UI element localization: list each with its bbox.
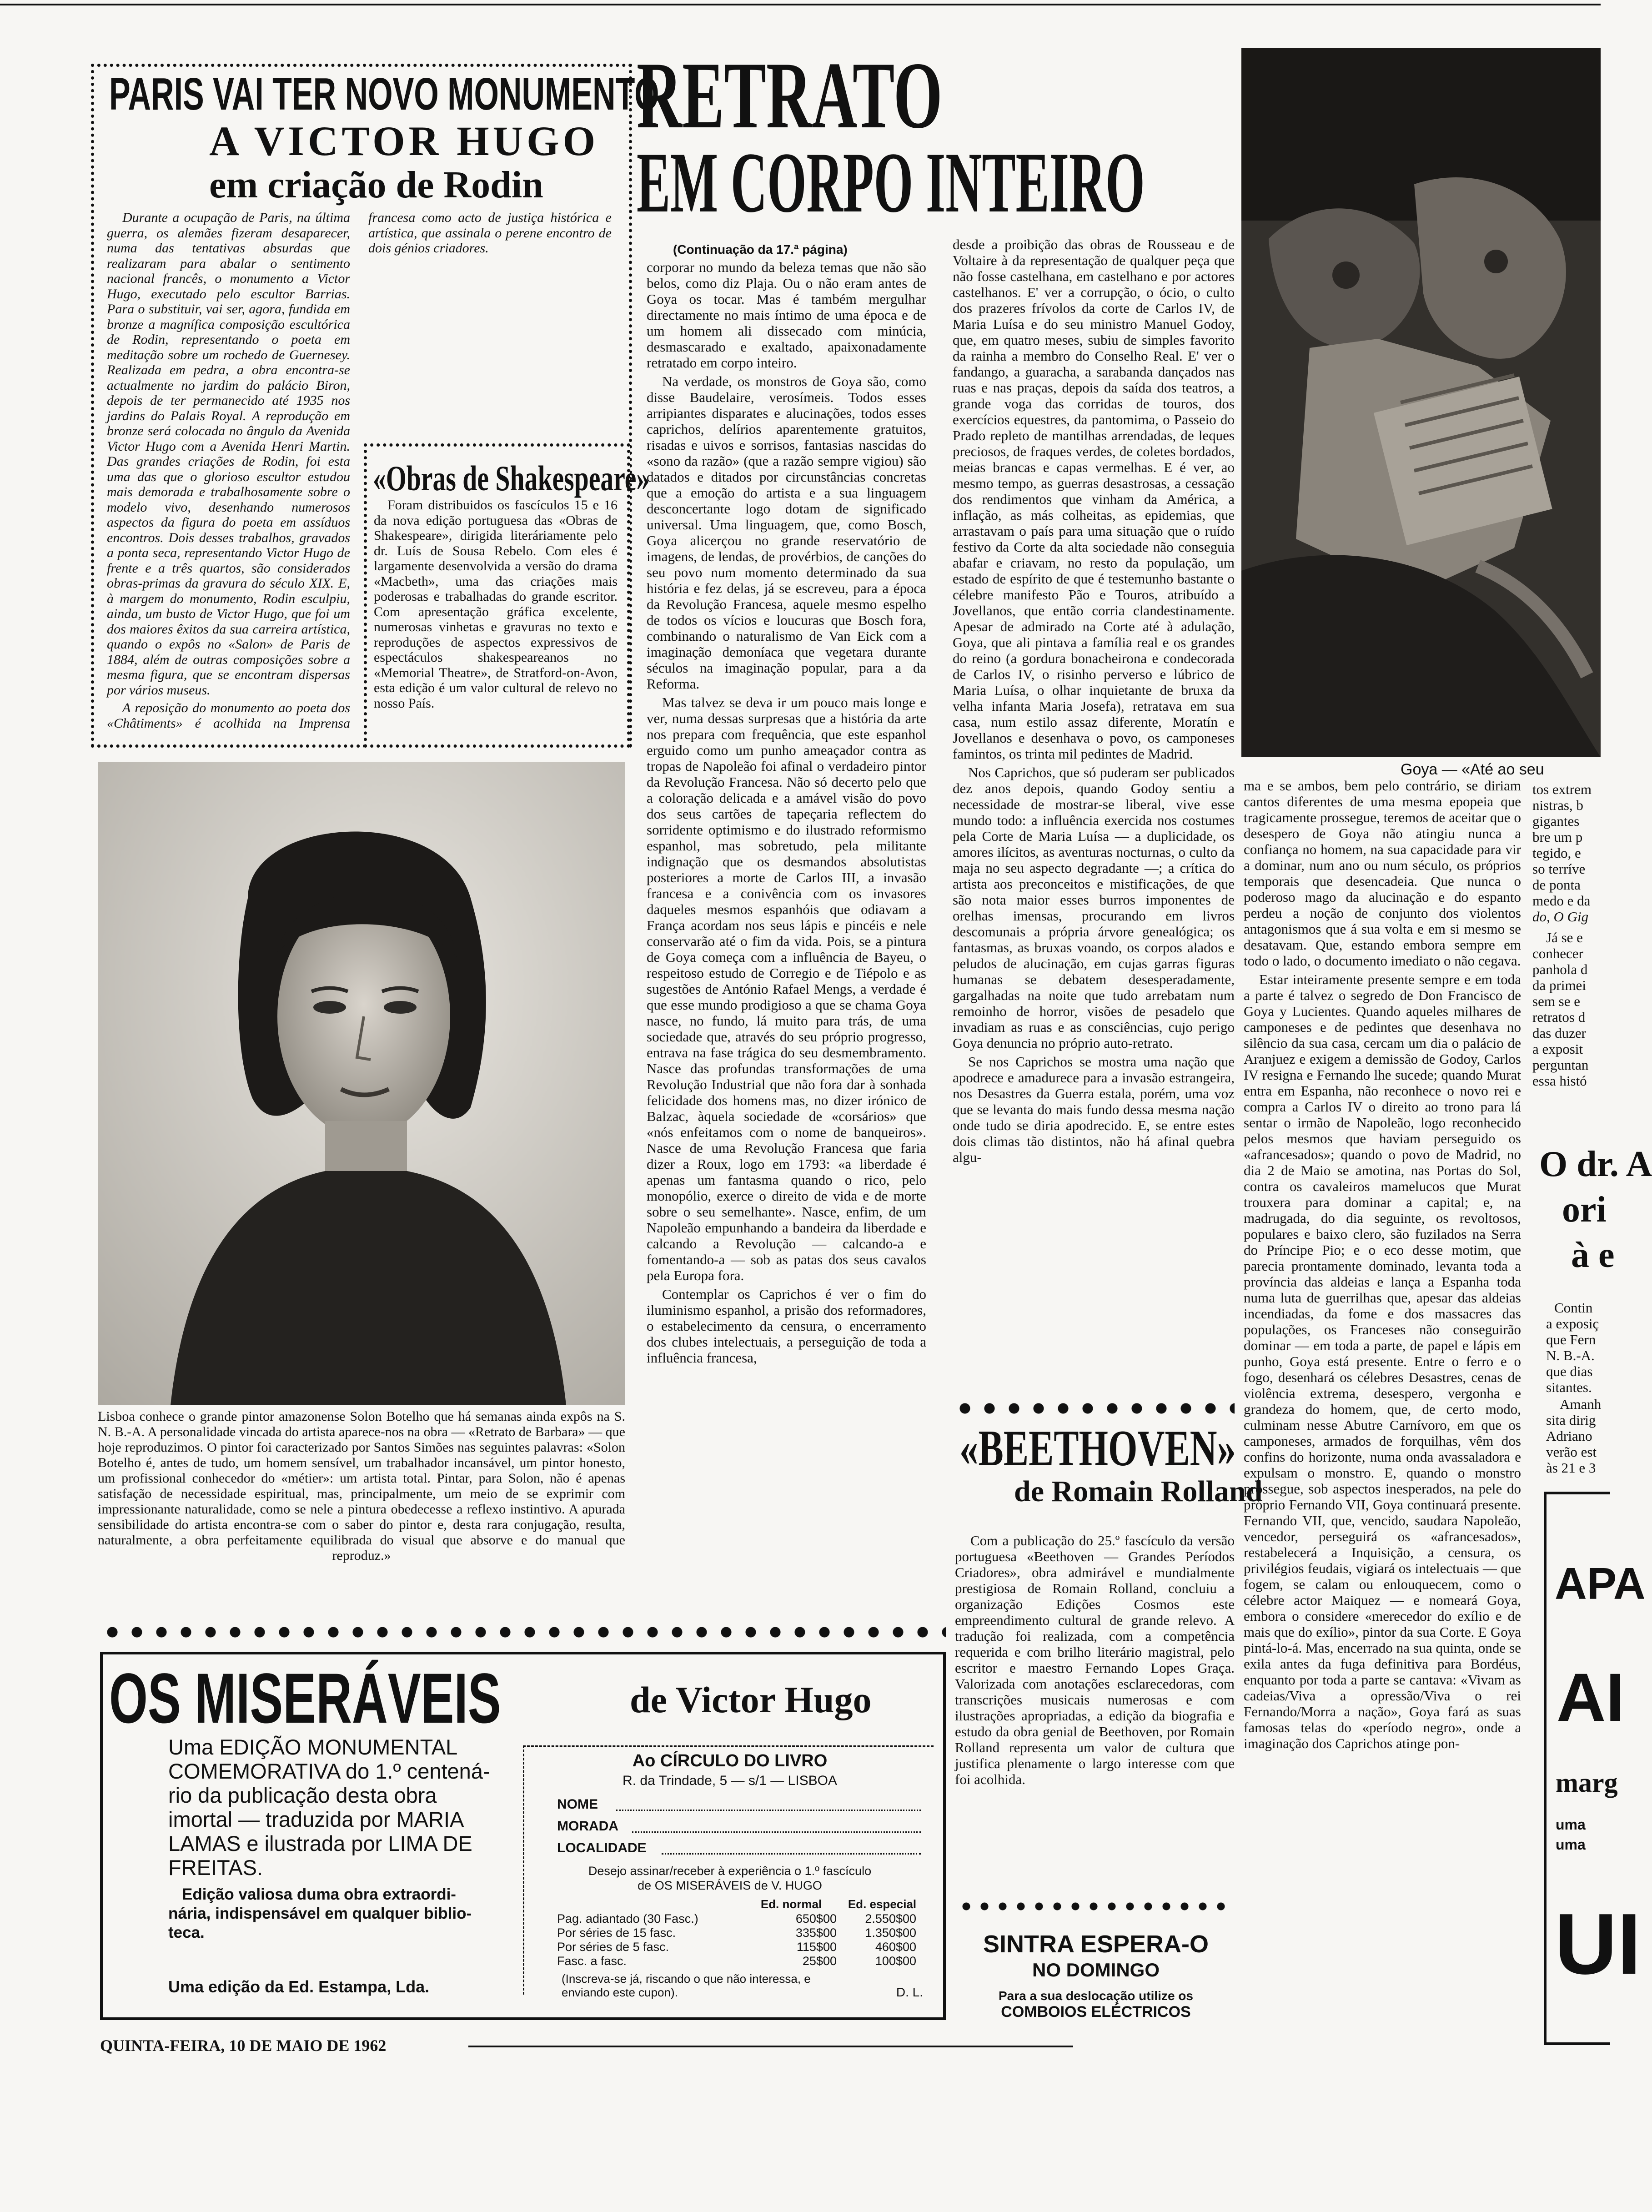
frag-b-3: da primei — [1532, 977, 1586, 993]
coupon-address: R. da Trindade, 5 — s/1 — LISBOA — [623, 1773, 837, 1788]
frag-a-0: tos extrem — [1532, 781, 1592, 797]
retrato-c1-p1: corporar no mundo da beleza temas que não são belos, como diz Plaja. Ou o não eram antes de Goya os tocar. Mas é também mergulhar directamente no mais íntimo de uma época e de um homem ali dissecado com minúcia, desmascarado e exaltado, apaixonadamente retratado em corpo inteiro. — [647, 259, 926, 371]
mis-line-3: imortal — traduzida por MARIA — [168, 1807, 464, 1831]
coupon-field-nome[interactable] — [557, 1795, 921, 1814]
frag-a-2: gigantes — [1532, 813, 1580, 829]
valiosa-line-0: Edição valiosa duma obra extraordi- — [182, 1885, 456, 1903]
frag-head-1: ori — [1562, 1190, 1607, 1230]
price-row-label: Pag. adiantado (30 Fasc.) — [557, 1912, 698, 1925]
beethoven-subtitle: de Romain Rolland — [1014, 1475, 1263, 1508]
frag-c-5: sitantes. — [1546, 1379, 1592, 1395]
frag-b-5: retratos d — [1532, 1009, 1586, 1025]
price-row[interactable] — [557, 1912, 925, 1926]
miseraveis-valiosa — [168, 1885, 518, 1942]
sintra-line-2: NO DOMINGO — [1032, 1959, 1160, 1981]
frag-head-2: à e — [1571, 1235, 1615, 1275]
frag-a-3: bre um p — [1532, 829, 1583, 845]
coupon-field-localidade[interactable] — [557, 1839, 921, 1857]
frag-a-4: tegido, e — [1532, 845, 1581, 861]
retrato-c3-p1: ma e se ambos, bem pelo contrário, se diriam cantos diferentes de uma mesma epopeia que tragicamente prossegue, teremos de aceitar que o desespero de Goya não atingiu nunca a confiança no homem, na sua capacidade para vir a dominar, num ano ou num século, os próprios temporais que desencadeia. Que nunca o poderoso mago da alucinação e do espanto perdeu a noção de conjunto dos violentos antagonismos que á sua volta e em si mesmo se desatavam. Que, estando embora sempre em todo o lado, o documento imediato o não cegava. — [1244, 778, 1521, 969]
right-fragments-a — [1532, 781, 1601, 925]
footer-date: QUINTA-FEIRA, 10 DE MAIO DE 1962 — [100, 2036, 387, 2055]
frag-b-0: Já se e — [1546, 930, 1583, 945]
frag-a-8: do, O Gig — [1532, 909, 1589, 925]
price-row-especial: 100$00 — [875, 1954, 916, 1968]
frag-c-2: que Fern — [1546, 1332, 1596, 1347]
frag-b-4: sem se e — [1532, 993, 1581, 1009]
price-row[interactable] — [557, 1926, 925, 1940]
right-headline-fragment — [1539, 1141, 1652, 1278]
frag-a-1: nistras, b — [1532, 797, 1583, 813]
retrato-c3-p2: Estar inteiramente presente sempre e em toda a parte é talvez o segredo de Don Francisco de Goya y Lucientes. Quando aqueles milhares de camponeses e de pedintes que desenhava no silêncio da sua casa, cercam um dia o palácio de Aranjuez e exigem a demissão de Godoy, Carlos IV resigna e Fernando lhe sucede; quando Murat entra em Espanha, não reconhece o novo rei e compra a Carlos IV o direito ao trono para lá sentar o irmão de Napoleão, logo reconhecido pelos mesmos que haviam perseguido os «afrancesados»; quando o povo de Madrid, no dia 2 de Maio se amotina, nas Portas do Sol, contra os cavaleiros mamelucos que Murat trouxera para dominar a capital; e, na madrugada, do dia seguinte, os revoltosos, populares e baixo clero, são fuzilados na Serra do Príncipe Pio; e o eco desse motim, que parecia prontamente dominado, levanta toda a província das aldeias e lança a Espanha toda numa luta de guerrilhas que, apesar das aldeias incendiadas, da fome e dos massacres das populações, os Franceses não conseguirão dominar — em toda a parte, de papel e lápis em punho, Goya está presente. Entre o ferro e o fogo, desenhará os célebres Desastres, cenas de violência extrema, desespero, vergonha e grandeza do homem, que, de certo modo, culminam nesse Abutre Carnívoro, em que os camponeses, armados de forquilhas, vêm dos confins do horizonte, numa onda avassaladora e expulsam o monstro. E, quando o monstro prossegue, sob aspectos inesperados, na pele do próprio Fernando VII, Goya continuará presente. Fernando VII, que, vencido, saudara Napoleão, vencedor, perseguirá os «afrancesados», restabelecerá a Inquisição, a censura, os privilégios feudais, vigiará os intelectuais — que fogem, se calam ou enlouquecem, como o célebre actor Maiquez — e nomeará Goya, embora o considere «merecedor do exílio e de mais que do exílio», pintor da sua Corte. E Goya pintá-lo-á. Mas, encerrado na sua quinta, onde se exila antes da fuga definitiva para Bordéus, enquanto por toda a parte se cantava: «Vivam as cadeias/Viva a opressão/Viva o rei Fernando/Morra a nação», Goya fará as suas famosas telas do «período negro», onde a imaginação dos Caprichos atinge pon- — [1244, 971, 1521, 1751]
price-row[interactable] — [557, 1940, 925, 1954]
frag-d-2: Adriano — [1546, 1428, 1592, 1444]
goya-caption: Goya — «Até ao seu — [1401, 761, 1544, 778]
price-row-especial: 2.550$00 — [865, 1912, 916, 1925]
price-row-label: Fasc. a fasc. — [557, 1954, 627, 1968]
victor-hugo-paragraph-1: Durante a ocupação de Paris, na última guerra, os alemães fizeram desaparecer, numa das tentativas absurdas que realizaram para abalar o sentimento nacional francês, o monumento a Victor Hugo, executado pelo escultor Barrias. Para o substituir, vai ser, agora, fundida em bronze a magnífica composição escultórica de Rodin, representando o poeta em meditação sobre um rochedo de Guernesey. Realizada em pedra, a obra encontra-se actualmente no jardim do palácio Biron, depois de ter permanecido até 1935 nos jardins do Palais Royal. A reprodução em bronze será colocada no ângulo da Avenida Victor Hugo com a Avenida Henri Martin. Das grandes criações de Rodin, foi esta uma das que o glorioso escultor estudou mais demorada e trabalhosamente sobre o modelo vivo, desenhando numerosos aspectos da figura do poeta em assíduos encontros. Dois desses trabalhos, gravados a ponta seca, representando Victor Hugo de frente e a três quartos, são considerados obras-primas da gravura do século XIX. E, à margem do monumento, Rodin esculpiu, ainda, um busto de Victor Hugo, que foi um dos maiores êxitos da sua carreira artística, quando o expôs no «Salon» de Paris de 1884, além de outras composições sobre a mesma figura, que se encontram dispersas por vários museus. — [107, 210, 350, 698]
portrait-painting-image — [98, 762, 625, 1405]
sintra-line-1: SINTRA ESPERA-O — [983, 1930, 1209, 1958]
portrait-caption: Lisboa conhece o grande pintor amazonense Solon Botelho que há semanas ainda expôs na S. N. B.-A. A personalidade vincada do artista aparece-nos na obra — «Retrato de Barbara» — que hoje reproduzimos. O pintor foi caracterizado por Santos Simões nas seguintes palavras: «Solon Botelho é, antes de tudo, um homem sensível, um trabalhador incansável, um pintor honesto, um profissional conhecedor do «métier»: um artista total. Pintar, para Solon, não é apenas satisfação de necessidade espiritual, mas, principalmente, um meio de se exprimir com impressionante naturalidade, como se nele a pintura obedecesse a reflexo instintivo. A apurada sensibilidade do artista encontra-se com o saber do pintor e, desta rara conjugação, resulta, naturalmente, a obra perfeitamente equilibrada do visual que absorve e do manual que reproduz.» — [98, 1409, 625, 1563]
price-row-especial: 460$00 — [875, 1940, 916, 1954]
frag-c-4: que dias — [1546, 1363, 1593, 1379]
miseraveis-text — [168, 1735, 518, 1880]
victor-hugo-headline-3: em criação de Rodin — [209, 164, 543, 206]
right-ad-apa: APA — [1555, 1558, 1646, 1609]
price-row-label: Por séries de 15 fasc. — [557, 1926, 676, 1940]
coupon-field-localidade-line — [662, 1853, 921, 1855]
frag-b-2: panhola d — [1532, 961, 1588, 977]
footer-rule — [468, 2046, 1073, 2047]
coupon-field-nome-line — [616, 1810, 921, 1811]
frag-d-4: às 21 e 3 — [1546, 1460, 1596, 1476]
retrato-headline-1: RETRATO — [637, 43, 943, 148]
right-ad-marg: marg — [1556, 1768, 1618, 1798]
sintra-line-3: Para a sua deslocação utilize os — [999, 1989, 1193, 2003]
coupon-desejo-2: de OS MISERÁVEIS de V. HUGO — [638, 1879, 822, 1892]
coupon-signature: D. L. — [896, 1985, 923, 1999]
price-row-especial: 1.350$00 — [865, 1926, 916, 1940]
coupon-note-1: (Inscreva-se já, riscando o que não interessa, e — [562, 1972, 811, 1986]
shakespeare-body: Foram distribuidos os fascículos 15 e 16 da nova edição portuguesa das «Obras de Shakespeare», dirigida literáriamente pelo dr. Luís de Sousa Rebelo. Com eles é largamente desenvolvida a versão do drama «Macbeth», uma das criações mais poderosas e trabalhadas do grande escritor. Com apresentação gráfica excelente, numerosas vinhetas e gravuras no texto e reproduções de aspectos expressivos de espectáculos shakespeareanos no «Memorial Theatre», de Stratford-on-Avon, esta edição é um valor cultural de relevo no nosso País. — [374, 498, 618, 711]
miseraveis-footer: Uma edição da Ed. Estampa, Lda. — [168, 1977, 430, 1996]
frag-d-0: Amanh — [1560, 1396, 1602, 1412]
right-ad-uma-1: uma — [1556, 1816, 1586, 1833]
retrato-continuation: (Continuação da 17.ª página) — [673, 242, 848, 256]
coupon-field-nome-label: NOME — [557, 1797, 598, 1812]
price-row-normal: 115$00 — [796, 1940, 837, 1954]
coupon-field-morada-line — [632, 1831, 921, 1833]
retrato-column-2 — [953, 236, 1235, 1401]
valiosa-line-2: teca. — [168, 1924, 205, 1941]
frag-c-3: N. B.-A. — [1546, 1347, 1595, 1363]
miseraveis-top-dot-row — [100, 1624, 946, 1640]
beethoven-body: Com a publicação do 25.º fascículo da versão portuguesa «Beethoven — Grandes Períodos Criadores», obra admirável e mundialmente prestigiosa de Romain Rolland, concluiu a organização Edições Cosmos este empreendimento cultural de grande relevo. A tradução foi realizada, com a competência requerida e com brilho literário magistral, pelo escritor e maestro Fernando Lopes Graça. Valorizada com anotações esclarecedoras, com transcrições musicais numerosas e com ilustrações apropriadas, a edição da biografia e estudo da obra genial de Beethoven, por Romain Rolland representa um valor de cultura que justifica plenamente o largo interesse com que foi acolhida. — [955, 1533, 1235, 1787]
victor-hugo-paragraph-2: A reposição do monumento ao poeta dos «Châtiments» é acolhida na Imprensa francesa como acto de justiça histórica e artística, que assinala o perene encontro de dois génios criadores. — [107, 210, 612, 731]
retrato-c2-p1: desde a proibição das obras de Rousseau e de Voltaire à da representação de qualquer peça que não fosse castelhana, em castelhano e por actores castelhanos. E' ver a corrupção, o ócio, o culto dos prazeres frívolos da corte de Carlos IV, de Maria Luísa e do seu ministro Manuel Godoy, que, em quatro meses, subiu de simples favorito da rainha a membro do Conselho Real. E' ver o fandango, a guaracha, a sarabanda dançados nas ruas e nas praças, depois da saída dos teatros, a grande voga das corridas de touros, dos exercícios equestres, da pantomima, o Passeio do Prado repleto de mantilhas arrendadas, de leques preciosos, de fraques verdes, de coletes bordados, meias brancas e capas vermelhas. E é ver, ao mesmo tempo, as guerras desastrosas, a cessação dos rendimentos que vinham da América, a inflação, as más colheitas, as epidemias, que arrastavam o país para uma situação que o ruído festivo da Corte da alta sociedade não conseguia abafar e criavam, no resto da população, um estado de espírito de que é testemunho bastante o célebre manifesto Pão e Touros, atribuído a Jovellanos, que então corria clandestinamente. Apesar de admirado na Corte até à adulação, Goya, que ali pintava a família real e os grandes do reino (a gordura bonacheirona e condecorada de Carlos IV, o risinho perverso e lúbrico de Maria Luísa, o olhar inquietante de bruxa da velha infanta Maria Josefa), retratava em sua casa, num estilo assaz diferente, Moratín e Jovellanos e desenhava o povo, os camponeses famintos, os trinta mil pedintes de Madrid. — [953, 236, 1235, 762]
frag-a-5: so terríve — [1532, 861, 1586, 877]
price-row[interactable] — [557, 1954, 925, 1968]
sintra-line-4: COMBOIOS ELÉCTRICOS — [1001, 2003, 1191, 2021]
retrato-headline-2: EM CORPO INTEIRO — [637, 135, 1145, 231]
retrato-c1-p3: Mas talvez se deva ir um pouco mais longe e ver, numa dessas surpresas que a história da arte nos prepara com frequência, que este espanhol erguido como um punho ameaçador contra as tropas de Napoleão foi afinal o verdadeiro pintor da Revolução Francesa. Não só decerto pelo que a coloração delicada e a amável visão do povo dos seus cartões de tapeçaria reflectem do sorridente optimismo e do ilustrado reformismo espanhol, mas sobretudo, pela militante indignação que os desmandos absolutistas posteriores a morte de Carlos III, a invasão francesa e a conivência com os invasores daqueles mesmos espanhóis que odiavam a França acordam nos seus lápis e pincéis e nele conservarão até o fim da vida. Pois, se a pintura de Goya começa com a influência de Bayeu, o respeitoso estudo de Corregio e de Tiépolo e as sugestões de António Rafael Mengs, a verdade é que esse mundo prodigioso a que se chama Goya nasce, no fundo, lá muito para trás, de uma sociedade que, através do seu próprio progresso, entrava na fase trágica do seu desmembramento. Nasce das profundas transformações de uma Revolução Industrial que não fora dar à sonhada felicidade dos homens mas, no dizer irónico de Balzac, àquela sociedade de «corsários» que «nós enfeitamos com o nome de banqueiros». Nasce de uma Revolução Francesa que faria dizer a Roux, logo em 1793: «a liberdade é apenas um fantasma quando o rico, pelo monopólio, exerce o direito de vida e de morte sobre o seu semelhante». Nasce, enfim, de um Napoleão empunhando a bandeira da liberdade e calcando a Revolução — calcando-a e fomentando-a — sob as patas dos seus cavalos pela Europa fora. — [647, 694, 926, 1283]
right-ad-ai: AI — [1557, 1659, 1625, 1735]
price-row-normal: 335$00 — [795, 1926, 837, 1940]
frag-d-3: verão est — [1546, 1444, 1597, 1460]
beethoven-dot-row — [953, 1401, 1235, 1416]
retrato-c1-p2: Na verdade, os monstros de Goya são, como disse Baudelaire, verosímeis. Todos esses arripiantes disparates e alucinações, todos esses caprichos, delírios aparentemente gratuitos, risadas e uivos e sorrisos, fantasias nascidas do «sono da razão» (que a razão sempre vigiou) são datados e ditados por circunstâncias concretas que a emoção do artista e a sua linguagem desconcertante logo dotam de significado universal. Uma linguagem, que, como Bosch, Goya alicerçou no grande reservatório de imagens, de lendas, de provérbios, de canções do seu povo num momento determinado da sua história e fez delas, já se escreveu, para a época da Revolução Francesa, aquele mesmo espelho de todos os vícios e loucuras que Bosch fora, combinando o naturalismo de Van Eick com a imaginação demoníaca que vegetara durante séculos na imaginação popular, para a da Reforma. — [647, 373, 926, 692]
frag-b-1: conhecer — [1532, 945, 1583, 961]
frag-c-1: a exposiç — [1546, 1316, 1599, 1332]
coupon-field-morada[interactable] — [557, 1817, 921, 1835]
coupon-col-especial: Ed. especial — [848, 1897, 917, 1911]
coupon-to: Ao CÍRCULO DO LIVRO — [632, 1751, 828, 1770]
price-row-normal: 25$00 — [802, 1954, 837, 1968]
miseraveis-title-suffix: de Victor Hugo — [630, 1679, 872, 1720]
mis-line-1: COMEMORATIVA do 1.º centená- — [168, 1759, 490, 1783]
price-row-normal: 650$00 — [795, 1912, 837, 1925]
frag-b-7: a exposit — [1532, 1041, 1583, 1057]
top-rule — [0, 4, 1601, 5]
right-fragments-b — [1532, 930, 1601, 1089]
right-ad-box — [1544, 1492, 1646, 2045]
frag-b-8: perguntan — [1532, 1057, 1589, 1073]
right-ad-ui: UI — [1555, 1896, 1641, 1992]
frag-b-6: das duzer — [1532, 1025, 1586, 1041]
frag-head-0: O dr. A — [1539, 1144, 1652, 1184]
coupon-col-normal: Ed. normal — [760, 1897, 822, 1911]
retrato-c1-p4: Contemplar os Caprichos é ver o fim do iluminismo espanhol, a prisão dos reformadores, o estabelecimento da censura, o encerramento dos clubes intelectuais, a perseguição de toda a influência francesa, — [647, 1286, 926, 1366]
coupon-price-table — [557, 1912, 925, 1968]
retrato-column-3 — [1244, 778, 1521, 2024]
victor-hugo-headline-2: A VICTOR HUGO — [209, 118, 599, 164]
frag-a-6: de ponta — [1532, 877, 1581, 893]
right-fragments-c — [1546, 1300, 1601, 1395]
mis-line-2: rio da publicação desta obra — [168, 1783, 437, 1807]
frag-a-7: medo e da — [1532, 893, 1591, 909]
goya-etching-image — [1241, 48, 1601, 757]
coupon-note-2: enviando este cupon). — [562, 1986, 678, 1999]
portrait-photo-barbara — [98, 762, 625, 1405]
valiosa-line-1: nária, indispensável em qualquer biblio- — [168, 1905, 472, 1922]
shakespeare-headline: «Obras de Shakespeare» — [373, 458, 650, 498]
frag-b-9: essa histó — [1532, 1073, 1587, 1089]
right-ad-uma-2: uma — [1556, 1836, 1586, 1853]
victor-hugo-headline-1: PARIS VAI TER NOVO MONUMENTO — [109, 69, 659, 120]
retrato-c2-p3: Se nos Caprichos se mostra uma nação que apodrece e amadurece para a invasão estrangeira, nos Desastres da Guerra estala, porém, uma voz que se levanta do mais fundo dessa mesma nação onde tudo se diria apodrecido. E, se entre estes dois climas tão distintos, não há afinal quebra algu- — [953, 1054, 1235, 1165]
coupon-field-morada-label: MORADA — [557, 1819, 618, 1834]
mis-line-0: Uma EDIÇÃO MONUMENTAL — [168, 1735, 458, 1759]
price-row-label: Por séries de 5 fasc. — [557, 1940, 669, 1954]
mis-line-5: FREITAS. — [168, 1855, 263, 1880]
right-fragments-d — [1546, 1396, 1601, 1476]
mis-line-4: LAMAS e ilustrada por LIMA DE — [168, 1831, 472, 1855]
retrato-c2-p2: Nos Caprichos, que só puderam ser publicados dez anos depois, quando Godoy sentiu a necessidade de mostrar-se liberal, vive esse mundo todo: a influência exercida nos costumes pela Corte de Maria Luísa — a duplicidade, os amores ilícitos, as aventuras nocturnas, o culto da maja no seu aspecto degradante —; a crítica do artista aos preconceitos e mistificações, de que são nota maior esses burros imponentes de orelhas imensas, procurando em livros descomunais a própria árvore genealógica; os fantasmas, as bruxas voando, os corpos alados e peludos de alucinação, em cujas garras figuras humanas se debatem desesperadamente, gargalhadas na noite que tudo arrebatam num remoinho de horror, visões de pesadelo que invadiam as ruas e as consciências, cujo perigo Goya denuncia no próprio auto-retrato. — [953, 764, 1235, 1051]
beethoven-bottom-dot-row — [957, 1901, 1230, 1912]
frag-d-1: sita dirig — [1546, 1412, 1596, 1428]
coupon-field-localidade-label: LOCALIDADE — [557, 1840, 647, 1855]
retrato-column-1 — [647, 259, 926, 1624]
coupon-desejo-1: Desejo assinar/receber à experiência o 1.º fascículo — [588, 1864, 872, 1878]
goya-photo — [1241, 48, 1601, 757]
miseraveis-title: OS MISERÁVEIS — [109, 1659, 501, 1738]
frag-c-0: Contin — [1554, 1300, 1593, 1316]
beethoven-headline: «BEETHOVEN» — [959, 1420, 1236, 1477]
